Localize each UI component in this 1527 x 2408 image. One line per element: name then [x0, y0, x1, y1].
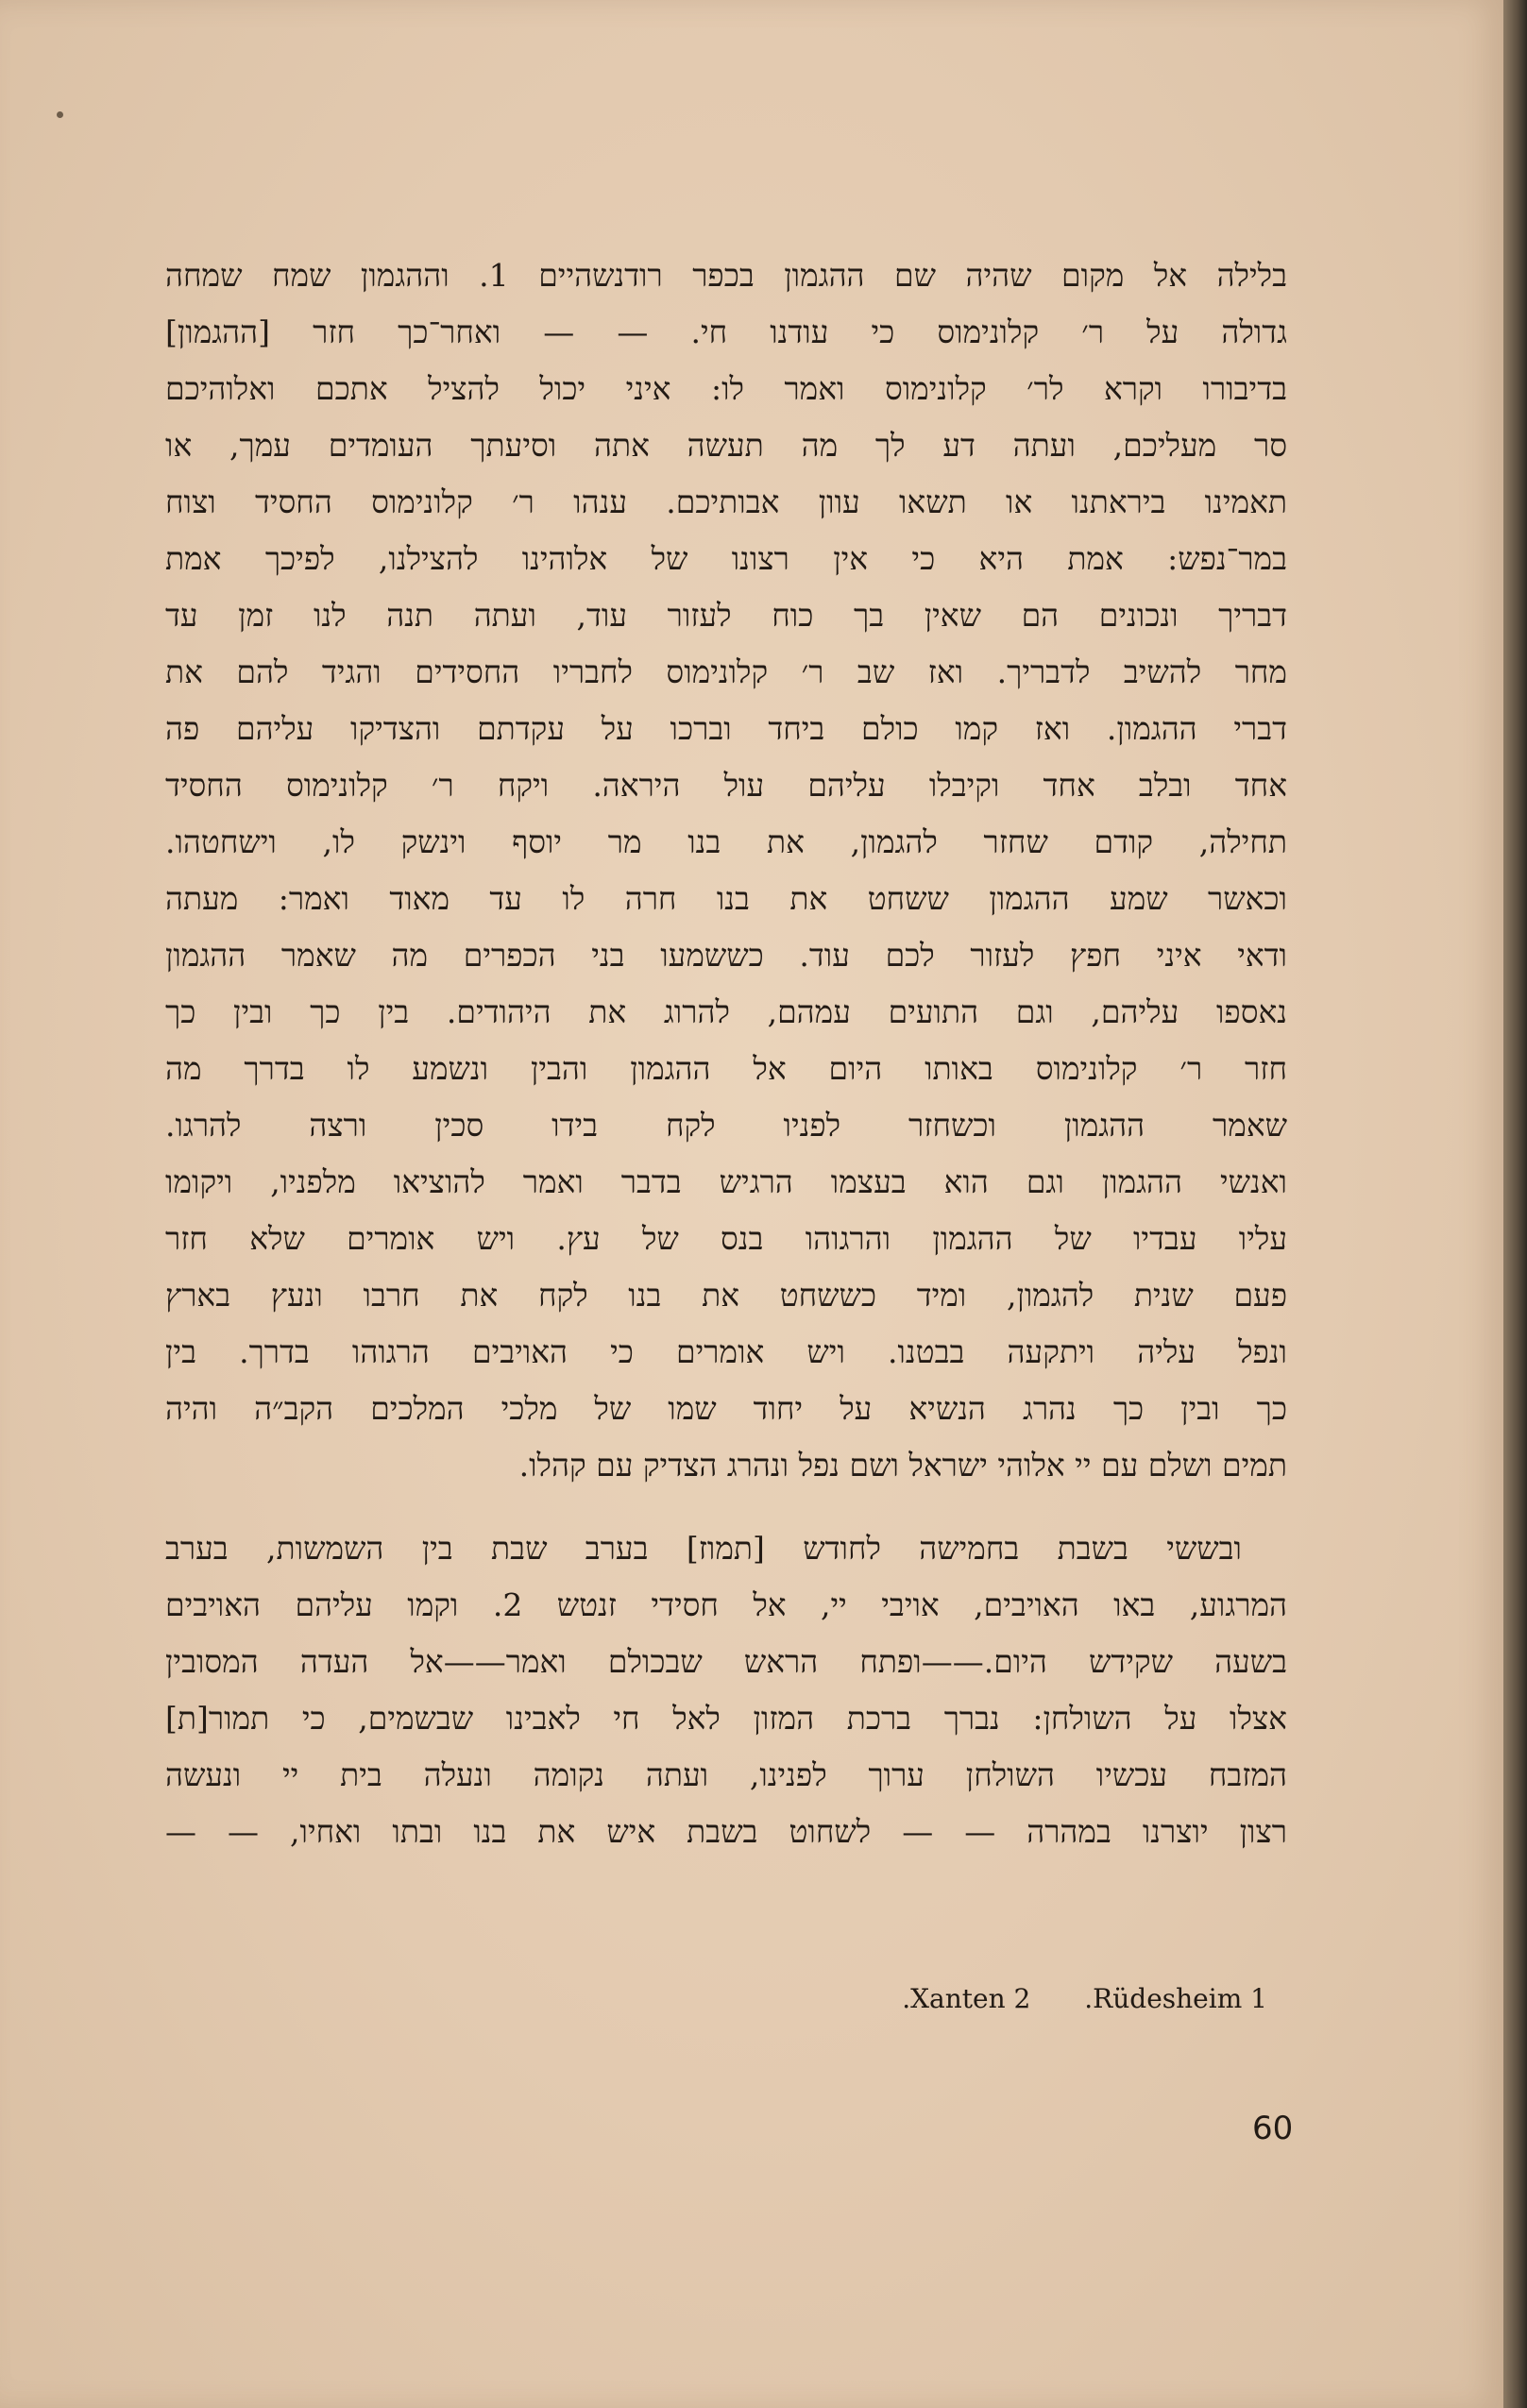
text-line: ואנשי ההגמון וגם הוא בעצמו הרגיש בדבר ואמר להוציאו מלפניו, ויקומו [165, 1163, 1287, 1200]
text-line: ונפל עליה ויתקעה בבטנו. ויש אומרים כי האויבים הרגוהו בדרך. בין [165, 1333, 1287, 1370]
text-line: וכאשר שמע ההגמון ששחט את בנו חרה לו עד מאוד ואמר: מעתה [165, 880, 1287, 917]
text-line: מחר להשיב לדבריך. ואז שב ר׳ קלונימוס לחבריו החסידים והגיד להם את [165, 653, 1287, 690]
paper-speck [57, 111, 63, 118]
text-line: דבריך ונכונים הם שאין בך כוח לעזור עוד, ועתה תנה לנו זמן עד [165, 597, 1287, 634]
footnote-1: 1 Rüdesheim. [1084, 1983, 1267, 2014]
text-line: בלילה אל מקום שהיה שם ההגמון בכפר רודנשהיים 1. וההגמון שמח שמחה [165, 257, 1287, 294]
text-line: סר מעליכם, ועתה דע לך מה תעשה אתה וסיעתך העומדים עמך, או [165, 427, 1287, 464]
text-line: חזר ר׳ קלונימוס באותו היום אל ההגמון והבין ונשמע לו בדרך מה [165, 1050, 1287, 1087]
text-line: במר־נפש: אמת היא כי אין רצונו של אלוהינו להצילנו, לפיכך אמת [165, 540, 1287, 577]
text-line: פעם שנית להגמון, ומיד כששחט את בנו לקח את חרבו ונעץ בארץ [165, 1277, 1287, 1314]
text-line: נאספו עליהם, וגם התועים עמהם, להרוג את היהודים. בין כך ובין כך [165, 993, 1287, 1030]
footnote-2: 2 Xanten. [902, 1983, 1031, 2014]
text-line: המזבח עכשיו השולחן ערוך לפנינו, ועתה נקומה ונעלה בית יי ונעשה [165, 1756, 1287, 1793]
text-line: דברי ההגמון. ואז קמו כולם ביחד וברכו על עקדתם והצדיקו עליהם פה [165, 710, 1287, 747]
body-text [165, 247, 1287, 1860]
footnotes [902, 1983, 1267, 2014]
text-line: רצון יוצרנו במהרה — — לשחוט בשבת איש את בנו ובתו ואחיו, — — [165, 1813, 1287, 1850]
text-line: אצלו על השולחן: נברך ברכת המזון לאל חי לאבינו שבשמים, כי תמור[ת] [165, 1700, 1287, 1737]
page-number: 60 [1252, 2110, 1294, 2147]
text-line: אחד ובלב אחד וקיבלו עליהם עול היראה. ויקח ר׳ קלונימוס החסיד [165, 767, 1287, 804]
text-line: המרגוע, באו האויבים, אויבי יי, אל חסידי זנטש 2. וקמו עליהם האויבים [165, 1586, 1287, 1623]
text-line: בשעה שקידש היום.——ופתח הראש שבכולם ואמר——אל העדה המסובין [165, 1643, 1287, 1680]
text-line: ובששי בשבת בחמישה לחודש [תמוז] בערב שבת בין השמשות, בערב [165, 1530, 1242, 1567]
text-line: שאמר ההגמון וכשחזר לפניו לקח בידו סכין ורצה להרגו. [165, 1107, 1287, 1144]
text-line: גדולה על ר׳ קלונימוס כי עודנו חי. — — ואחר־כך חזר [ההגמון] [165, 314, 1287, 350]
text-line: עליו עבדיו של ההגמון והרגוהו בנס של עץ. ויש אומרים שלא חזר [165, 1220, 1287, 1257]
book-gutter [1503, 0, 1527, 2408]
text-line: ודאי איני חפץ לעזור לכם עוד. כששמעו בני הכפרים מה שאמר ההגמון [165, 937, 1287, 974]
text-line: בדיבורו וקרא לר׳ קלונימוס ואמר לו: איני יכול להציל אתכם ואלוהיכם [165, 370, 1287, 407]
text-line: תמים ושלם עם יי אלוהי ישראל ושם נפל ונהרג הצדיק עם קהלו. [518, 1447, 1287, 1484]
text-line: תחילה, קודם שחזר להגמון, את בנו מר יוסף וינשק לו, וישחטהו. [165, 823, 1287, 860]
text-line: כך ובין כך נהרג הנשיא על יחוד שמו של מלכי המלכים הקב״ה והיה [165, 1390, 1287, 1427]
text-line: תאמינו ביראתנו או תשאו עוון אבותיכם. ענהו ר׳ קלונימוס החסיד וצוח [165, 483, 1287, 520]
